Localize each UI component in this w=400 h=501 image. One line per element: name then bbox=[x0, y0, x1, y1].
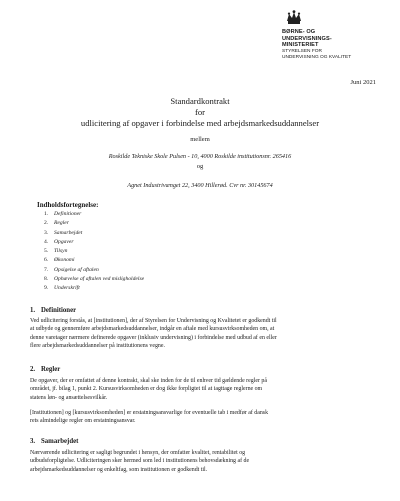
document-title: Standardkontrakt bbox=[170, 96, 230, 106]
section-body-definitions bbox=[30, 317, 375, 350]
body-line: området, jf. bilag 1, punkt 2. Kursusvirksomheden er dog ikke forpligtet til at iagttage reglerne om bbox=[30, 386, 263, 393]
toc-item-number: 8. bbox=[44, 276, 49, 283]
logo-text-line: UNDERVISNINGS- bbox=[282, 35, 332, 42]
and-label: og bbox=[196, 163, 204, 170]
toc-item-number: 6. bbox=[44, 257, 49, 264]
between-label: mellem bbox=[190, 136, 210, 143]
toc-item-label: Definitioner bbox=[54, 211, 82, 217]
body-line: arbejdsmarkedsuddannelser og enkeltfag, som institutionen er godkendt til. bbox=[30, 466, 208, 473]
body-line: Ved udlicitering forstås, at [institutionen], der af Styrelsen for Undervisning og Kvalitetet er godkendt til bbox=[30, 318, 277, 324]
logo-text-line: UNDERVISNING OG KVALITET bbox=[282, 55, 352, 60]
section-body-cooperation bbox=[30, 449, 375, 474]
toc-item-label: Opsigelse af aftalen bbox=[54, 266, 99, 273]
section-heading-definitions bbox=[30, 307, 76, 314]
section-title: Definitioner bbox=[41, 307, 77, 314]
toc-item-label: Tilsyn bbox=[54, 248, 68, 255]
toc-item bbox=[44, 275, 144, 284]
body-line: udbudsforpligtelse. Udliciteringen sker hermed som led i institutionens behovsdækning af de bbox=[30, 458, 250, 465]
section-number: 3. bbox=[30, 438, 36, 445]
body-line: Nærværende udlicitering er sagligt begrundet i hensyn, der omfatter kvalitet, rentabilitet og bbox=[30, 450, 246, 456]
toc-item-label: Økonomi bbox=[54, 257, 75, 264]
body-line: De opgaver, der er omfattet af denne kontrakt, skal ske inden for de til enhver tid gældende regler på bbox=[30, 378, 267, 384]
document-title-for: for bbox=[194, 107, 206, 117]
document-date: Juni 2021 bbox=[350, 79, 376, 86]
toc-item bbox=[44, 219, 144, 228]
logo-text-line: BØRNE- OG bbox=[282, 29, 316, 35]
section-heading-rules bbox=[30, 366, 60, 373]
toc-item-label: Ophævelse af aftalen ved misligholdelse bbox=[54, 276, 145, 283]
body-line: statens løn- og ansættelsesvilkår. bbox=[30, 394, 108, 401]
toc-item bbox=[44, 256, 144, 265]
section-heading-cooperation bbox=[30, 438, 78, 445]
toc-item-number: 9. bbox=[44, 285, 49, 292]
section-body-rules bbox=[30, 377, 375, 402]
toc-item-label: Regler bbox=[54, 220, 69, 227]
body-line: rets almindelige regler om erstatningsansvar. bbox=[30, 418, 136, 425]
logo-text-line: STYRELSEN FOR bbox=[282, 48, 322, 54]
section-number: 2. bbox=[30, 366, 36, 373]
toc-item-label: Samarbejdet bbox=[54, 229, 83, 236]
section-number: 1. bbox=[30, 307, 36, 314]
ministry-logo bbox=[282, 10, 392, 62]
toc-item bbox=[44, 210, 144, 219]
party-institution: Roskilde Tekniske Skole Pulsen - 10, 4000 Roskilde institutionsnr. 265416 bbox=[108, 153, 292, 160]
document-subtitle: udlicitering af opgaver i forbindelse med arbejdsmarkedsuddannelser bbox=[80, 118, 320, 128]
toc-item-label: Underskrift bbox=[54, 285, 80, 292]
section-body-rules-liability bbox=[30, 409, 375, 426]
toc-item-number: 2. bbox=[44, 220, 49, 227]
toc-item bbox=[44, 238, 144, 247]
table-of-contents bbox=[44, 210, 144, 294]
toc-item-label: Opgaver bbox=[54, 238, 74, 245]
toc-item-number: 7. bbox=[44, 266, 49, 273]
toc-item bbox=[44, 266, 144, 275]
section-title: Regler bbox=[41, 366, 61, 373]
toc-item-number: 1. bbox=[44, 211, 49, 217]
crown-icon bbox=[284, 10, 304, 26]
toc-item bbox=[44, 284, 144, 293]
toc-item-number: 3. bbox=[44, 229, 49, 236]
body-line: denne varetager nærmere definerede opgaver (inklusiv undervisning) i forbindelse med udbud af en eller bbox=[30, 334, 277, 341]
toc-heading: Indholdsfortegnelse: bbox=[37, 201, 99, 209]
body-line: [Institutionen] og [kursusvirksomheden] er erstatningsansvarlige for eventuelle tab i medfør af dansk bbox=[30, 410, 269, 416]
party-company: Agnet Industrivænget 22, 3400 Hillerød. Cvr nr. 30145674 bbox=[127, 182, 273, 189]
toc-item bbox=[44, 229, 144, 238]
body-line: at udbyde og gennemføre arbejdsmarkedsuddannelser, indgår en aftale med kursusvirksomheden om, at bbox=[30, 326, 275, 333]
logo-text-line: MINISTERIET bbox=[282, 42, 319, 48]
body-line: flere arbejdsmarkedsuddannelser på institutionens vegne. bbox=[30, 342, 165, 349]
section-title: Samarbejdet bbox=[41, 438, 79, 445]
toc-item-number: 5. bbox=[44, 248, 49, 255]
toc-item bbox=[44, 247, 144, 256]
toc-item-number: 4. bbox=[44, 238, 49, 245]
